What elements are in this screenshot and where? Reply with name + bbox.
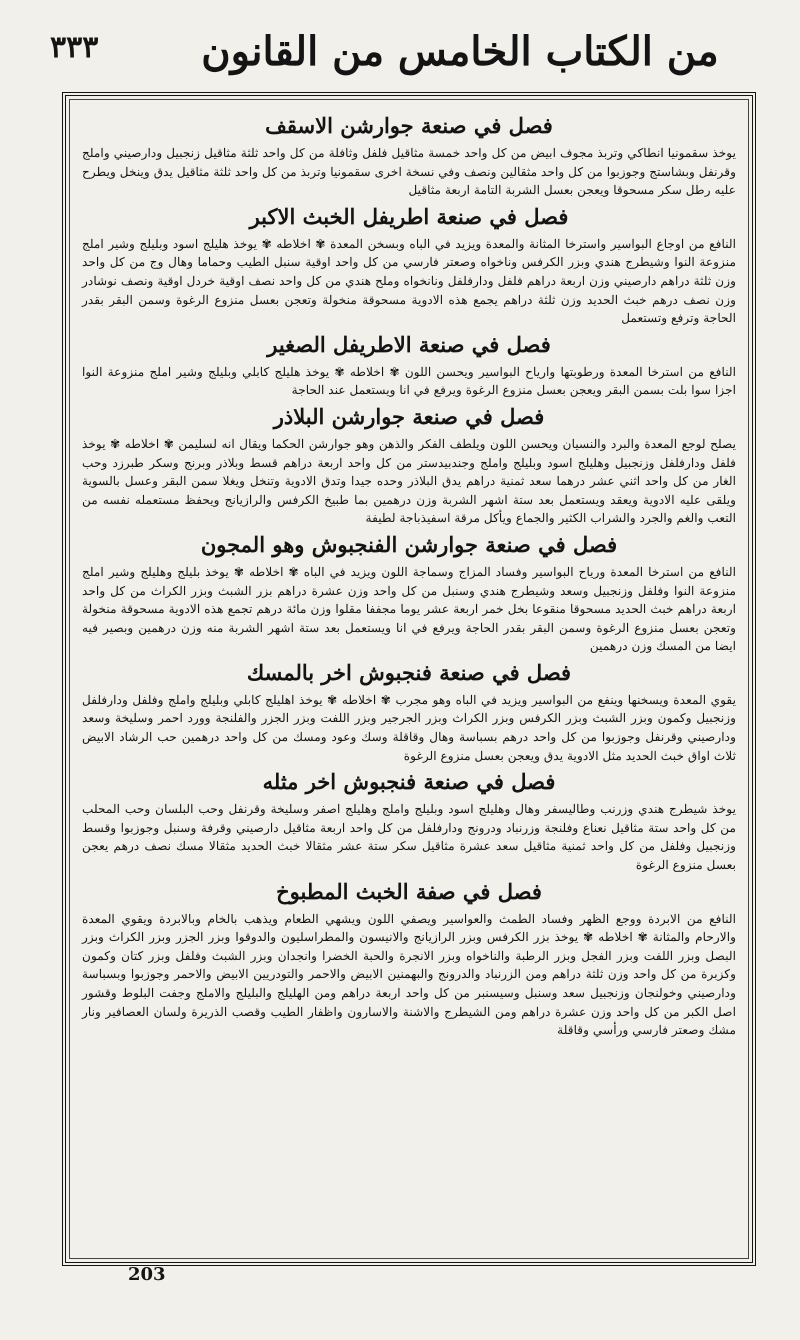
section-body: النافع من استرخا المعدة ورياح البواسير وفساد المزاج وسماجة اللون ويزيد في الباه ✾ اخلاطه ✾ يوخذ بليلج وهليلج وشير املج منزوعة النوا وفلفل وزنجبيل وسعد وشيطرج هندي وسنبل من كل واحد وزن عشرة دراهم بزر الشبث وبزر الكراث من كل واحد اربعة دراهم خبث الحديد مسحوقا منقوعا بخل خمر اربعة عشر يوما مجففا مقلوا وزن مائة درهم تجمع هذه الادوية مسحوقة منخولة وتعجن بعسل منزوع الرغوة وسمن البقر بقدر الحاجة ويرفع في انا ويستعمل بعد ستة اشهر الشربة منه وزن درهمين وبصير فيه ايضا من المسك وزن درهمين bbox=[82, 564, 736, 654]
running-title: من الكتاب الخامس من القانون bbox=[201, 28, 719, 75]
section bbox=[82, 112, 736, 200]
section-body: يصلح لوجع المعدة والبرد والنسيان ويحسن اللون ويلطف الفكر والذهن وهو جوارشن الحكما ويقال انه لسليمن ✾ اخلاطه ✾ يوخذ فلفل ودارفلفل وزنجبيل وهليلج اسود وبليلج واملج وجندبيدستر من كل واحد اربعة دراهم قسط وبلاذر وبرنج وسكر طبرزد وحب الغار من كل واحد اثني عشر درهما سعد ثمنية دراهم يدق البلاذر وحده جيدا وتدق الادوية وتنخل ويغلا سمن البقر وعسل بالسوية ويلقى عليه الادوية ويعقد ويستعمل بعد ستة اشهر الشربة وزن درهمين بما طبيخ الكرفس والرازيانج ويحفظ مستعمله نفسه من التعب والغم والجرد والشراب الكثير والجماع ويأكل مرقة اسفيذباجة لطيفة bbox=[82, 436, 736, 526]
section bbox=[82, 203, 736, 328]
section-title: فصل في صنعة فنجبوش اخر مثله bbox=[262, 769, 556, 795]
section bbox=[82, 331, 736, 400]
section bbox=[82, 403, 736, 528]
section-body: يوخذ سقمونيا انطاكي وتربذ مجوف ابيض من كل واحد خمسة مثاقيل فلفل وثافلة من كل واحد ثلثة مثاقيل زنجبيل ودارصيني واملج وقرنفل وبشاستج وجوزبوا من كل واحد مثقالين ونصف وفي نسخة اخرى سقمونيا وتربذ من كل واحد ثلثة مثاقيل يدق وينخل ويطرح عليه رطل سكر مسحوقا ويعجن بعسل الشربة التامة اربعة مثاقيل bbox=[82, 146, 736, 198]
section-body: النافع من اوجاع البواسير واسترخا المثانة والمعدة ويزيد في الباه وبسخن المعدة ✾ اخلاطه ✾ يوخذ هليلج اسود وبليلج وشير املج منزوعة النوا وشيطرج هندي وبزر الكرفس وناخواه وصعتر فارسي من كل واحد اوقية سنبل الطيب وحماما وهال وج من كل واحد وزن ثلثة دراهم دارصيني وزن اربعة دراهم فلفل ودارفلفل ونانخواه وملح هندي من كل واحد نصف اوقية خردل اوقية ونصف نوشادر وزن نصف درهم خبث الحديد وزن ثلثة دراهم يجمع هذه الادوية مسحوقة منخولة وتعجن بعسل منزوع الرغوة وسمن البقر بقدر الحاجة وترفع وتستعمل bbox=[82, 236, 736, 326]
section-title: فصل في صفة الخبث المطبوخ bbox=[276, 878, 542, 904]
signature-number: 203 bbox=[128, 1264, 166, 1285]
section-body: النافع من استرخا المعدة ورطوبتها وارياح البواسير ويحسن اللون ✾ اخلاطه ✾ يوخذ هليلج كابلي وبليلج وشير املج منزوعة النوا اجزا سوا بلت بسمن البقر ويعجن بعسل منزوع الرغوة ويرفع في انا ويستعمل عند الحاجة bbox=[82, 364, 736, 398]
section bbox=[82, 659, 736, 765]
section bbox=[82, 768, 736, 874]
section bbox=[82, 878, 736, 1040]
section-body: النافع من الابردة ووجع الظهر وفساد الطمث والعواسير ويصفي اللون ويشهي الطعام ويذهب بالخام وبالابردة ويقوي المعدة والارحام والمثانة ✾ اخلاطه ✾ يوخذ بزر الكرفس وبزر الرازيانج والانيسون والمطراسليون والدوقوا وبزر الجزر وبزر الكراث وبزر البصل وبزر اللفت وبزر الفجل وبزر الرطبة والناخواه وبزر الانجرة والحبة الخضرا وانجدان وبزر الشبث وفلفل وبزر كتان وكمون وكزبرة من كل واحد وزن ثلثة دراهم ومن الزرنباد والدرونج والبهمنين الابيض والاحمر والتودريين الابيض والاحمر وجوزبوا وبسباسة ودارصيني وخولنجان وزنجبيل سعد وسنبل وسيسنبر من كل واحد اربعة دراهم ومن الهليلج والبليلج والاملج وجفت البلوط وقشور اصل الكبر من كل واحد وزن عشرة دراهم ومن الشيطرج والاشنة والاسارون واظفار الطيب وقصب الذريرة ولسان العصافير ونار مشك وصعتر فارسي ورأسي وقاقلة bbox=[82, 911, 736, 1038]
text-frame bbox=[62, 92, 756, 1266]
section-title: فصل في صنعة جوارشن الاسقف bbox=[265, 113, 553, 138]
section-title: فصل في صنعة فنجبوش اخر بالمسك bbox=[246, 659, 572, 685]
section-body: يقوي المعدة ويسخنها وينفع من البواسير ويزيد في الباه وهو مجرب ✾ اخلاطه ✾ يوخذ اهليلج كابلي وبليلج واملج وفلفل ودارفلفل وزنجبيل وكمون وبزر الشبث وبزر الكرفس وبزر الكراث وبزر الجرجير وبزر اللفت وبزر الجزر والفلنجة وورد احمر وسليخة وسعد ودارصيني وقرنفل وجوزبوا من كل واحد درهم بسباسة وهال وقاقلة وسك وعود ومسك من كل واحد درهمين حب الرشاد الابيض ثلاث اواق خبث الحديد مثل الادوية يدق ويعجن بعسل منزوع الرغوة bbox=[82, 692, 736, 763]
section-title: فصل في صنعة جوارشن البلاذر bbox=[273, 403, 545, 429]
section-title: فصل في صنعة اطريفل الخبث الاكبر bbox=[249, 203, 569, 229]
page-number: ٣٣٣ bbox=[50, 30, 99, 65]
section-body: يوخذ شيطرج هندي وزرنب وطاليسفر وهال وهليلج اسود وبليلج واملج وهليلج اصفر وسليخة وقرنفل وحب البلسان وحب المحلب من كل واحد ستة مثاقيل نعناع وفلنجة وزرنباد ودرونج ودارفلفل من كل واحد اربعة مثاقيل دارصيني وقرفة وسنبل وجوزبوا وقسط وزنجبيل وفلفل من كل واحد ثمنية مثاقيل سعد عشرة مثاقيل سكر ستة عشر مثقالا خبث الحديد مثقالا مسك نصف درهم يعجن بعسل منزوع الرغوة bbox=[82, 802, 736, 873]
section bbox=[82, 531, 736, 656]
section-title: فصل في صنعة الاطريفل الصغير bbox=[267, 331, 551, 357]
section-title: فصل في صنعة جوارشن الفنجبوش وهو المجون bbox=[200, 531, 618, 557]
